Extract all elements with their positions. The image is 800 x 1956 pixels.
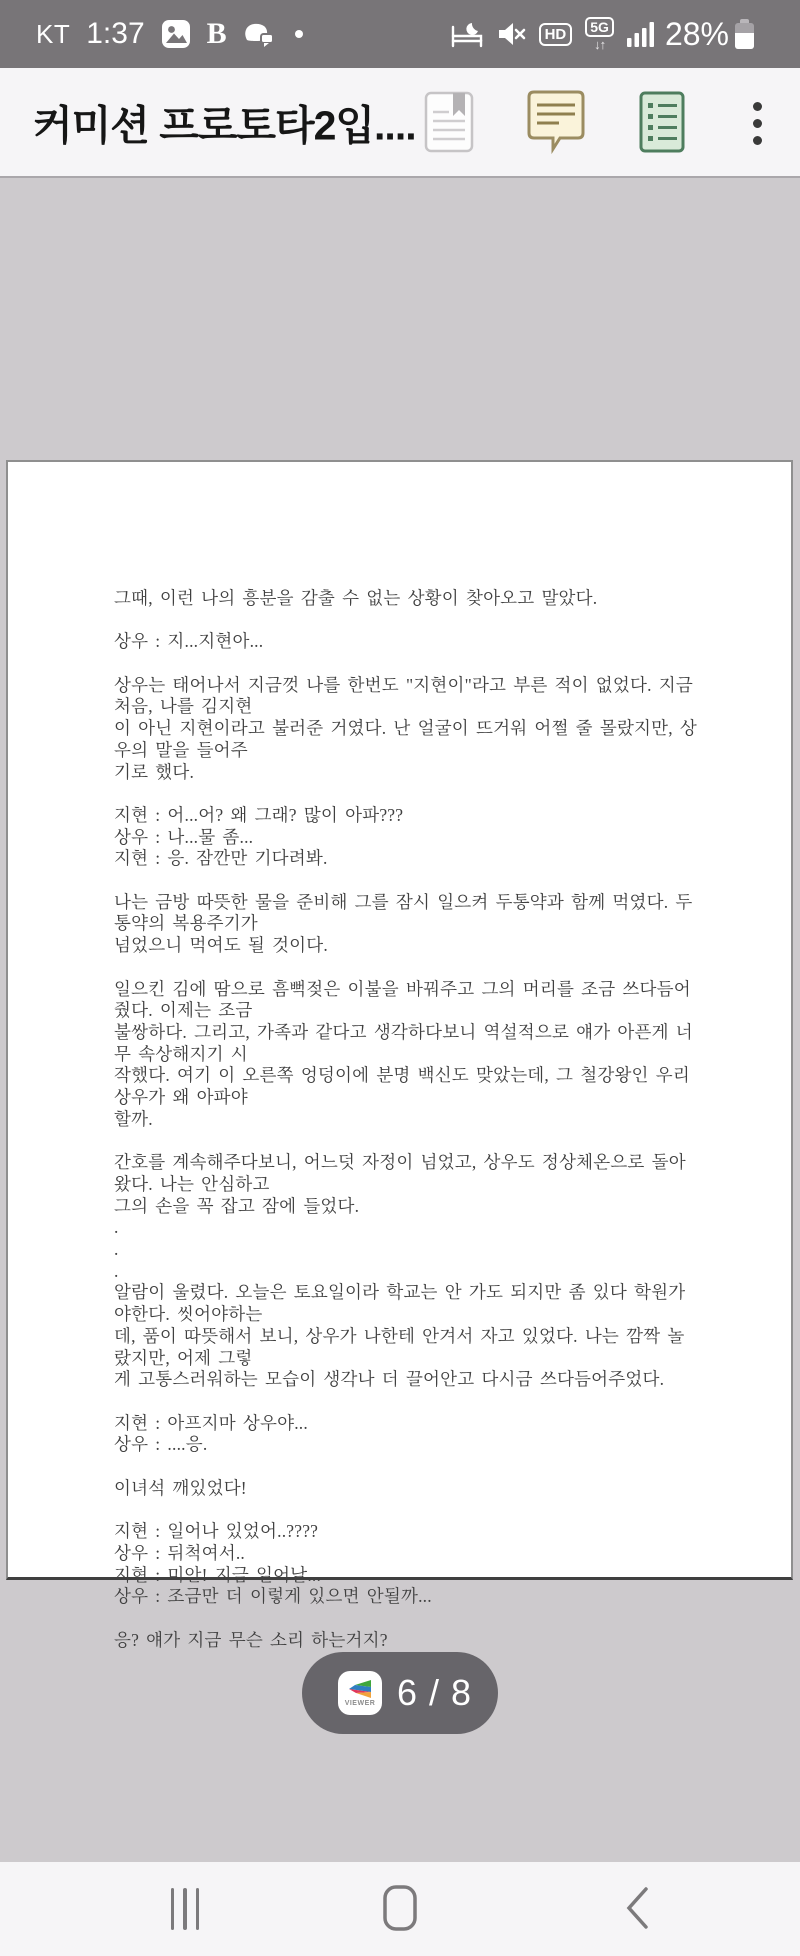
text-line <box>114 957 701 979</box>
text-line: 지현 : 어...어? 왜 그래? 많이 아파??? <box>114 804 404 825</box>
bedtime-mode-icon <box>451 19 483 49</box>
text-line: 기로 했다. <box>114 761 195 782</box>
text-line: 지현 : 아프지마 상우야... <box>114 1412 308 1433</box>
text-line <box>114 610 701 632</box>
text-line: 지현 : 일어나 있었어..???? <box>114 1521 319 1542</box>
battery-percent: 28% <box>664 15 729 52</box>
back-icon <box>625 1886 649 1933</box>
text-line: 그때, 이런 나의 흥분을 감출 수 없는 상황이 찾아오고 말았다. <box>114 588 598 608</box>
page-number: 6 / 8 <box>397 1672 473 1713</box>
document-text <box>114 588 701 1651</box>
navigation-bar <box>0 1862 800 1956</box>
overflow-menu-icon <box>753 102 762 145</box>
memo-button[interactable] <box>518 68 594 178</box>
back-button[interactable] <box>577 1862 697 1956</box>
text-line: 상우는 태어나서 지금껏 나를 한번도 "지현이"라고 부른 적이 없었다. 지금 처음, 나를 김지현 <box>114 674 701 717</box>
text-line: 상우 : ....응. <box>114 1434 208 1455</box>
text-line: 나는 금방 따뜻한 물을 준비해 그를 잠시 일으켜 두통약과 함께 먹였다. 두통약의 복용주기가 <box>114 891 693 934</box>
memo-bubble-icon <box>526 89 586 158</box>
document-page[interactable] <box>6 460 793 1650</box>
home-icon <box>383 1885 417 1934</box>
text-line: 데, 품이 따뜻해서 보니, 상우가 나한테 안겨서 자고 있었다. 나는 깜짝 놀랐지만, 어제 그렇 <box>114 1325 685 1368</box>
battery-icon <box>735 19 754 49</box>
status-bar-left <box>36 17 303 51</box>
text-line: 상우 : 뒤척여서.. <box>114 1542 245 1563</box>
text-line: 간호를 계속해주다보니, 어느덧 자정이 넘었고, 상우도 정상체온으로 돌아왔다. 나는 안심하고 <box>114 1152 686 1194</box>
text-line: 지현 : 응. 잠깐만 기다려봐. <box>114 848 328 869</box>
messenger-icon <box>243 20 277 48</box>
text-line: . <box>114 1260 119 1281</box>
text-line <box>114 1499 701 1521</box>
document-bookmark-button[interactable] <box>414 68 484 178</box>
text-line: 일으킨 김에 땀으로 흠뻑젖은 이불을 바꿔주고 그의 머리를 조금 쓰다듬어줬다. 이제는 조금 <box>114 978 691 1021</box>
text-line: 지현 : 미안! 지금 일어날... <box>114 1564 322 1585</box>
data-arrows-icon: ↓↑ <box>594 37 606 52</box>
gallery-icon <box>161 19 191 49</box>
text-line: 상우 : 나...물 좀... <box>114 826 254 847</box>
5g-label: 5G <box>585 17 614 37</box>
text-line: 응? 얘가 지금 무슨 소리 하는거지? <box>114 1629 388 1650</box>
text-line: 작했다. 여기 이 오른쪽 엉덩이에 분명 백신도 맞았는데, 그 철강왕인 우리 상우가 왜 아파야 <box>114 1065 698 1108</box>
mute-icon <box>496 19 526 49</box>
recents-button[interactable] <box>125 1862 245 1956</box>
home-button[interactable] <box>340 1862 460 1956</box>
document-title: 커미션 프로토타2입.... <box>33 102 416 149</box>
signal-strength-icon <box>627 21 655 47</box>
more-notifications-dot <box>295 30 303 38</box>
text-line: 게 고통스러워하는 모습이 생각나 더 끌어안고 다시금 쓰다듬어주었다. <box>114 1369 665 1390</box>
text-line <box>114 1608 701 1630</box>
recents-icon <box>171 1888 200 1930</box>
text-line <box>114 1456 701 1478</box>
text-line <box>114 870 701 892</box>
text-line: 그의 손을 꼭 잡고 잠에 들었다. <box>114 1195 360 1216</box>
text-line: 이녀석 깨있었다! <box>114 1477 247 1498</box>
text-line: 상우 : 조금만 더 이렇게 있으면 안될까... <box>114 1586 432 1607</box>
text-line: . <box>114 1217 119 1238</box>
text-line: . <box>114 1239 119 1259</box>
viewer-app-icon <box>338 1671 382 1715</box>
status-bar <box>0 0 800 68</box>
toc-list-icon <box>639 91 685 156</box>
text-line: 불쌍하다. 그리고, 가족과 같다고 생각하다보니 역설적으로 얘가 아픈게 너무 속상해지기 시 <box>114 1021 693 1064</box>
document-bookmark-icon <box>423 90 475 157</box>
hd-voice-icon: HD <box>539 23 573 46</box>
text-line: 넘었으니 먹여도 될 것이다. <box>114 935 328 956</box>
text-line <box>114 1391 701 1413</box>
carrier-label: KT <box>36 18 71 49</box>
viewer-app-label: VIEWER <box>344 1700 376 1707</box>
clock: 1:37 <box>86 17 145 50</box>
text-line <box>114 1131 701 1153</box>
5g-network-icon <box>585 17 614 51</box>
text-line: 할까. <box>114 1108 153 1129</box>
text-line <box>114 653 701 675</box>
text-line: 상우 : 지...지현아... <box>114 631 264 652</box>
text-line: 알람이 울렸다. 오늘은 토요일이라 학교는 안 가도 되지만 좀 있다 학원가야한다. 씻어야하는 <box>114 1282 686 1325</box>
app-toolbar <box>0 68 800 178</box>
toc-button[interactable] <box>630 68 694 178</box>
document-canvas[interactable] <box>0 180 800 1862</box>
status-bar-right <box>438 16 754 53</box>
text-line: 이 아닌 지현이라고 불러준 거였다. 난 얼굴이 뜨거워 어쩔 줄 몰랐지만, 상우의 말을 들어주 <box>114 718 698 760</box>
text-line <box>114 783 701 805</box>
overflow-menu-button[interactable] <box>732 68 782 178</box>
page-indicator-pill[interactable] <box>302 1652 498 1734</box>
b-app-icon: B <box>206 17 227 50</box>
